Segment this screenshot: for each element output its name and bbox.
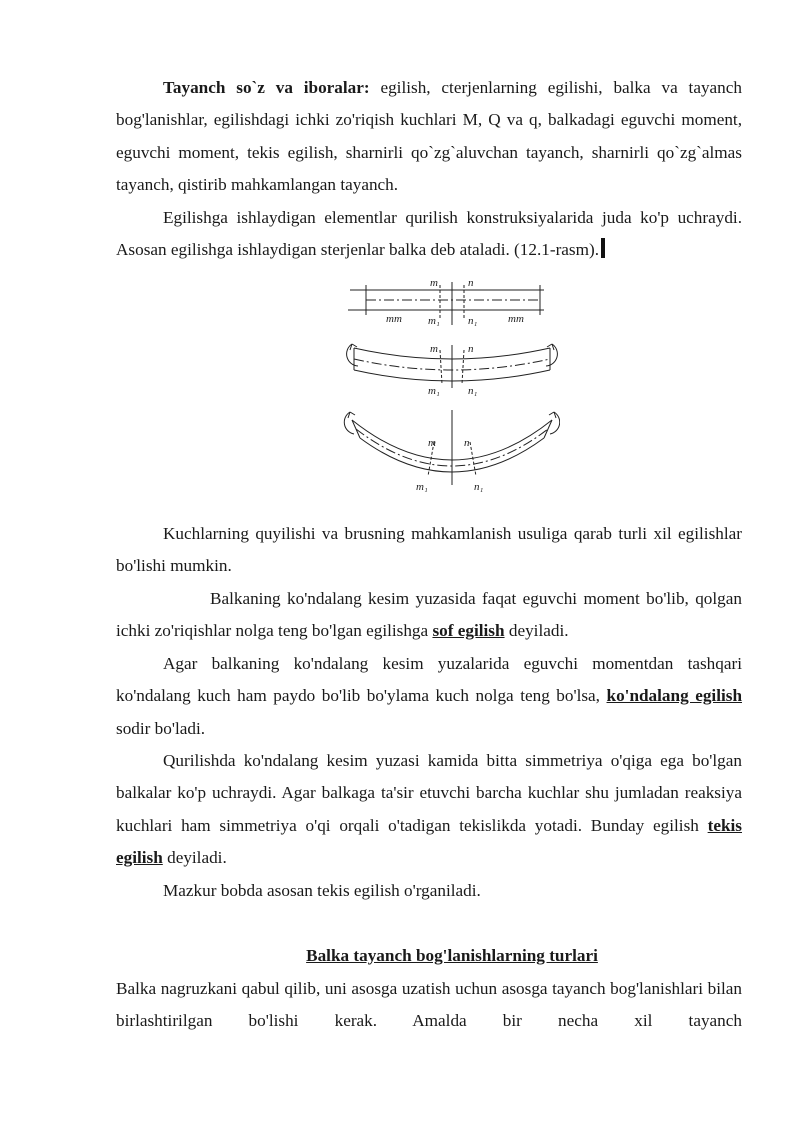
label-n: n bbox=[468, 277, 474, 289]
beam-bending-figure bbox=[330, 270, 560, 498]
loading-text: Kuchlarning quyilishi va brusning mahkamlanish usuliga qarab turli xil egilishlar bo'lishi mumkin. bbox=[116, 524, 742, 576]
plane-bending-paragraph bbox=[116, 745, 742, 875]
label-mm-left: mm bbox=[386, 313, 402, 325]
term-transverse-bending: ko'ndalang egilish bbox=[606, 686, 742, 706]
chapter-note-text: Mazkur bobda asosan tekis egilish o'rganiladi. bbox=[163, 881, 481, 900]
text-cursor bbox=[601, 238, 605, 258]
plane-bending-after: deyiladi. bbox=[162, 848, 227, 868]
label-m-2: m bbox=[430, 343, 438, 355]
straight-beam bbox=[348, 277, 544, 327]
chapter-note-paragraph bbox=[116, 875, 742, 907]
label-n1: n₁ bbox=[468, 315, 478, 327]
label-n-3: n bbox=[464, 437, 470, 449]
label-m: m bbox=[430, 277, 438, 289]
supports-text: Balka nagruzkani qabul qilib, uni asosga uzatish uchun asosga tayanch bog'lanishlari bilan birlashtirilgan bo'lishi kerak. Amalda bir necha xil tayanch bbox=[116, 979, 742, 1031]
supports-paragraph bbox=[116, 973, 742, 1038]
term-pure-bending: sof egilish bbox=[432, 621, 505, 641]
keywords-paragraph bbox=[116, 72, 742, 202]
intro-text: Egilishga ishlaydigan elementlar qurilish konstruksiyalarida juda ko'p uchraydi. Asosan egilishga ishlaydigan sterjenlar balka deb ataladi. (12.1-rasm). bbox=[116, 208, 742, 260]
slightly-bent-beam bbox=[347, 343, 558, 397]
strongly-bent-beam bbox=[344, 410, 559, 493]
label-m1: m₁ bbox=[428, 315, 440, 327]
plane-bending-text: Qurilishda ko'ndalang kesim yuzasi kamida bitta simmetriya o'qiga ega bo'lgan balkalar ko'p uchraydi. Agar balkaga ta'sir etuvchi barcha kuchlar shu jumladan reaksiya kuchlari ham simmetriya o'qi orqali o'tadigan tekislikda yotadi. Bunday egilish bbox=[116, 751, 742, 835]
section-heading: Balka tayanch bog'lanishlarning turlari bbox=[306, 946, 598, 965]
transverse-bending-text: Agar balkaning ko'ndalang kesim yuzalarida eguvchi momentdan tashqari ko'ndalang kuch ham paydo bo'lib bo'ylama kuch nolga teng bo'lsa, bbox=[116, 654, 742, 706]
term-plane-bending: tekis egilish bbox=[116, 815, 742, 868]
label-m1-2: m₁ bbox=[428, 385, 440, 397]
transverse-bending-paragraph bbox=[116, 648, 742, 745]
keywords-text: egilish, cterjenlarning egilishi, balka va tayanch bog'lanishlar, egilishdagi ichki zo'riqish kuchlari M, Q va q, balkadagi eguvchi moment, eguvchi moment, tekis egilish, sharnirli qo`zg`aluvchan tayanch, sharnirli qo`zg`almas tayanch, qistirib mahkamlangan tayanch. bbox=[116, 78, 742, 195]
label-m-3: m bbox=[428, 437, 436, 449]
pure-bending-after: deyiladi. bbox=[504, 621, 569, 641]
label-mm-right: mm bbox=[508, 313, 524, 325]
loading-paragraph bbox=[116, 518, 742, 583]
transverse-bending-after: sodir bo'ladi. bbox=[116, 718, 206, 738]
label-n1-3: n₁ bbox=[474, 481, 484, 493]
label-n1-2: n₁ bbox=[468, 385, 478, 397]
label-n-2: n bbox=[468, 343, 474, 355]
label-m1-3: m₁ bbox=[416, 481, 428, 493]
intro-paragraph bbox=[116, 202, 742, 267]
pure-bending-paragraph bbox=[116, 583, 742, 648]
pure-bending-text: Balkaning ko'ndalang kesim yuzasida faqat eguvchi moment bo'lib, qolgan ichki zo'riqishlar nolga teng bo'lgan egilishga bbox=[116, 589, 742, 641]
keywords-label: Tayanch so`z va iboralar: bbox=[163, 78, 370, 97]
